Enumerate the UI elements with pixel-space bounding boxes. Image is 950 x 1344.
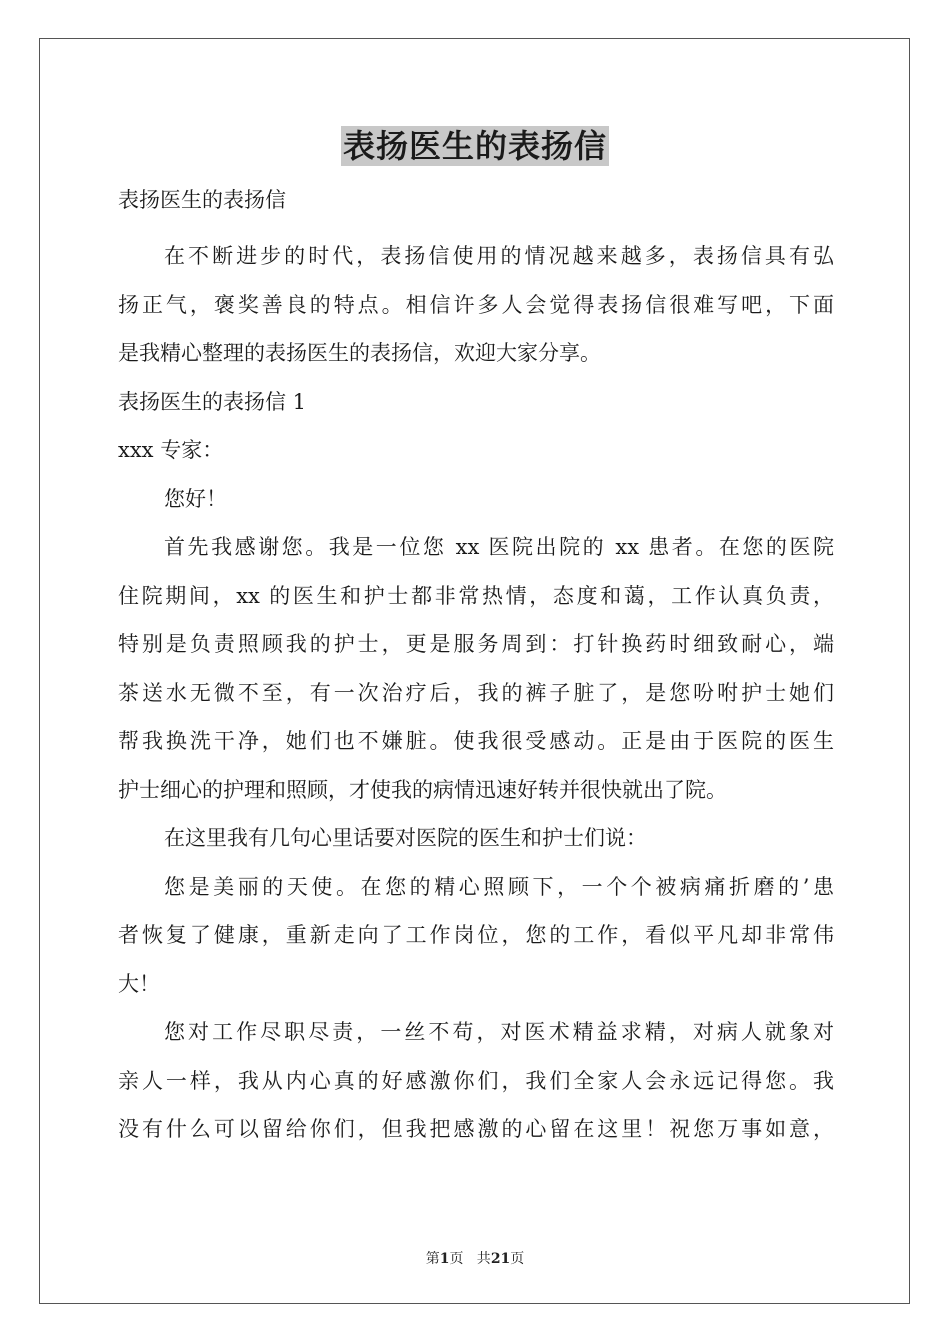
page-label-suffix: 页: [510, 1251, 525, 1267]
section-heading: 表扬医生的表扬信 1: [118, 389, 307, 414]
paragraph-line: 您是美丽的天使。在您的精心照顾下，一个个被病痛折磨的’患: [164, 874, 834, 899]
paragraph-line: 护士细心的护理和照顾，才使我的病情迅速好转并很快就出了院。: [118, 777, 727, 802]
paragraph-line: 亲人一样，我从内心真的好感激你们，我们全家人会永远记得您。我: [118, 1068, 834, 1093]
paragraph-line: 扬正气，褒奖善良的特点。相信许多人会觉得表扬信很难写吧，下面: [118, 292, 834, 317]
salutation: xxx 专家：: [118, 438, 224, 462]
paragraph-line: 大！: [118, 971, 160, 996]
page-label-prefix: 第: [425, 1251, 440, 1267]
document-body: [118, 180, 834, 1154]
paragraph-line: 者恢复了健康，重新走向了工作岗位，您的工作，看似平凡却非常伟: [118, 923, 834, 947]
page-number: 1: [439, 1251, 450, 1267]
page-footer: [0, 1248, 950, 1268]
paragraph-line: 在不断进步的时代，表扬信使用的情况越来越多，表扬信具有弘: [164, 244, 834, 268]
document-title: 表扬医生的表扬信: [342, 127, 607, 165]
paragraph-line: 住院期间，xx 的医生和护士都非常热情，态度和蔼，工作认真负责，: [118, 583, 834, 608]
page-label-mid: 页 共: [449, 1251, 491, 1267]
paragraph-line: 首先我感谢您。我是一位您 xx 医院出院的 xx 患者。在您的医院: [164, 535, 834, 559]
greeting: 您好！: [164, 486, 227, 511]
paragraph-line: 是我精心整理的表扬医生的表扬信，欢迎大家分享。: [118, 341, 601, 365]
paragraph-line: 您对工作尽职尽责，一丝不苟，对医术精益求精，对病人就象对: [164, 1020, 834, 1044]
paragraph-line: 帮我换洗干净，她们也不嫌脏。使我很受感动。正是由于医院的医生: [118, 729, 834, 753]
title-container: [0, 126, 950, 166]
paragraph-line: 在这里我有几句心里话要对医院的医生和护士们说：: [164, 826, 647, 850]
page-total: 21: [490, 1251, 511, 1267]
paragraph-line: 茶送水无微不至，有一次治疗后，我的裤子脏了，是您吩咐护士她们: [118, 680, 834, 705]
subtitle-line: 表扬医生的表扬信: [118, 188, 286, 212]
paragraph-line: 没有什么可以留给你们，但我把感激的心留在这里！祝您万事如意，: [118, 1117, 834, 1141]
paragraph-line: 特别是负责照顾我的护士，更是服务周到：打针换药时细致耐心，端: [118, 632, 834, 656]
